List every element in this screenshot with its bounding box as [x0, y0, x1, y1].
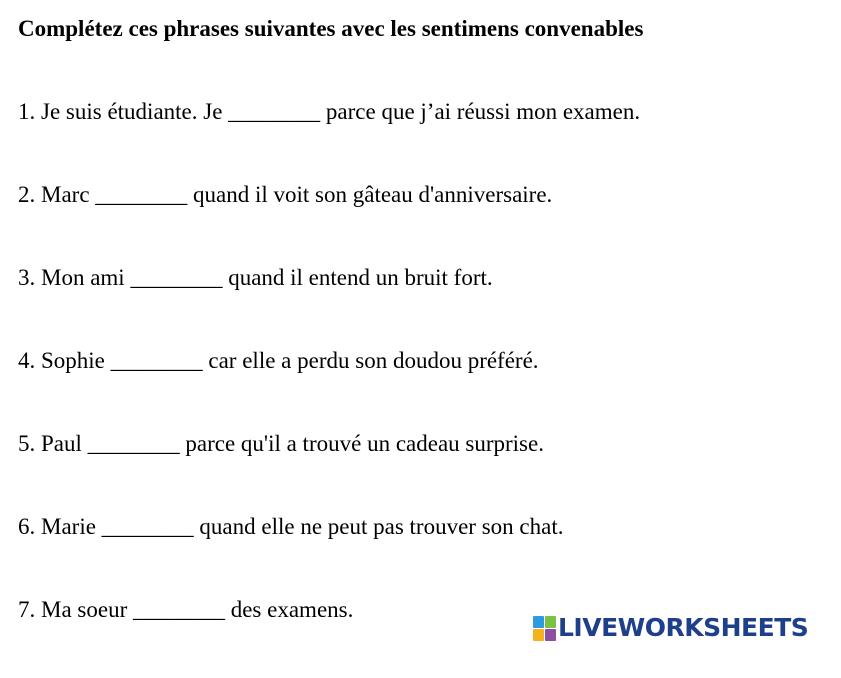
- sentence-7: 7. Ma soeur ________ des examens.: [18, 597, 354, 622]
- sentence-1: 1. Je suis étudiante. Je ________ parce que j’ai réussi mon examen.: [18, 99, 641, 124]
- sentence-6: 6. Marie ________ quand elle ne peut pas trouver son chat.: [18, 514, 564, 539]
- logo-text: LIVEWORKSHEETS: [558, 613, 809, 642]
- sentence-4: 4. Sophie ________ car elle a perdu son doudou préféré.: [18, 348, 539, 373]
- logo-square-blue: [533, 616, 544, 628]
- liveworksheets-logo-icon: [533, 616, 556, 641]
- sentence-5: 5. Paul ________ parce qu'il a trouvé un cadeau surprise.: [18, 431, 544, 456]
- worksheet-title: Complétez ces phrases suivantes avec les sentimens convenables: [18, 16, 644, 41]
- sentence-list: [18, 97, 640, 678]
- logo-square-yellow: [533, 629, 544, 641]
- logo-square-purple: [545, 629, 556, 641]
- liveworksheets-logo[interactable]: [533, 614, 808, 642]
- logo-square-green: [545, 616, 556, 628]
- sentence-3: 3. Mon ami ________ quand il entend un bruit fort.: [18, 265, 493, 290]
- sentence-2: 2. Marc ________ quand il voit son gâteau d'anniversaire.: [18, 182, 553, 207]
